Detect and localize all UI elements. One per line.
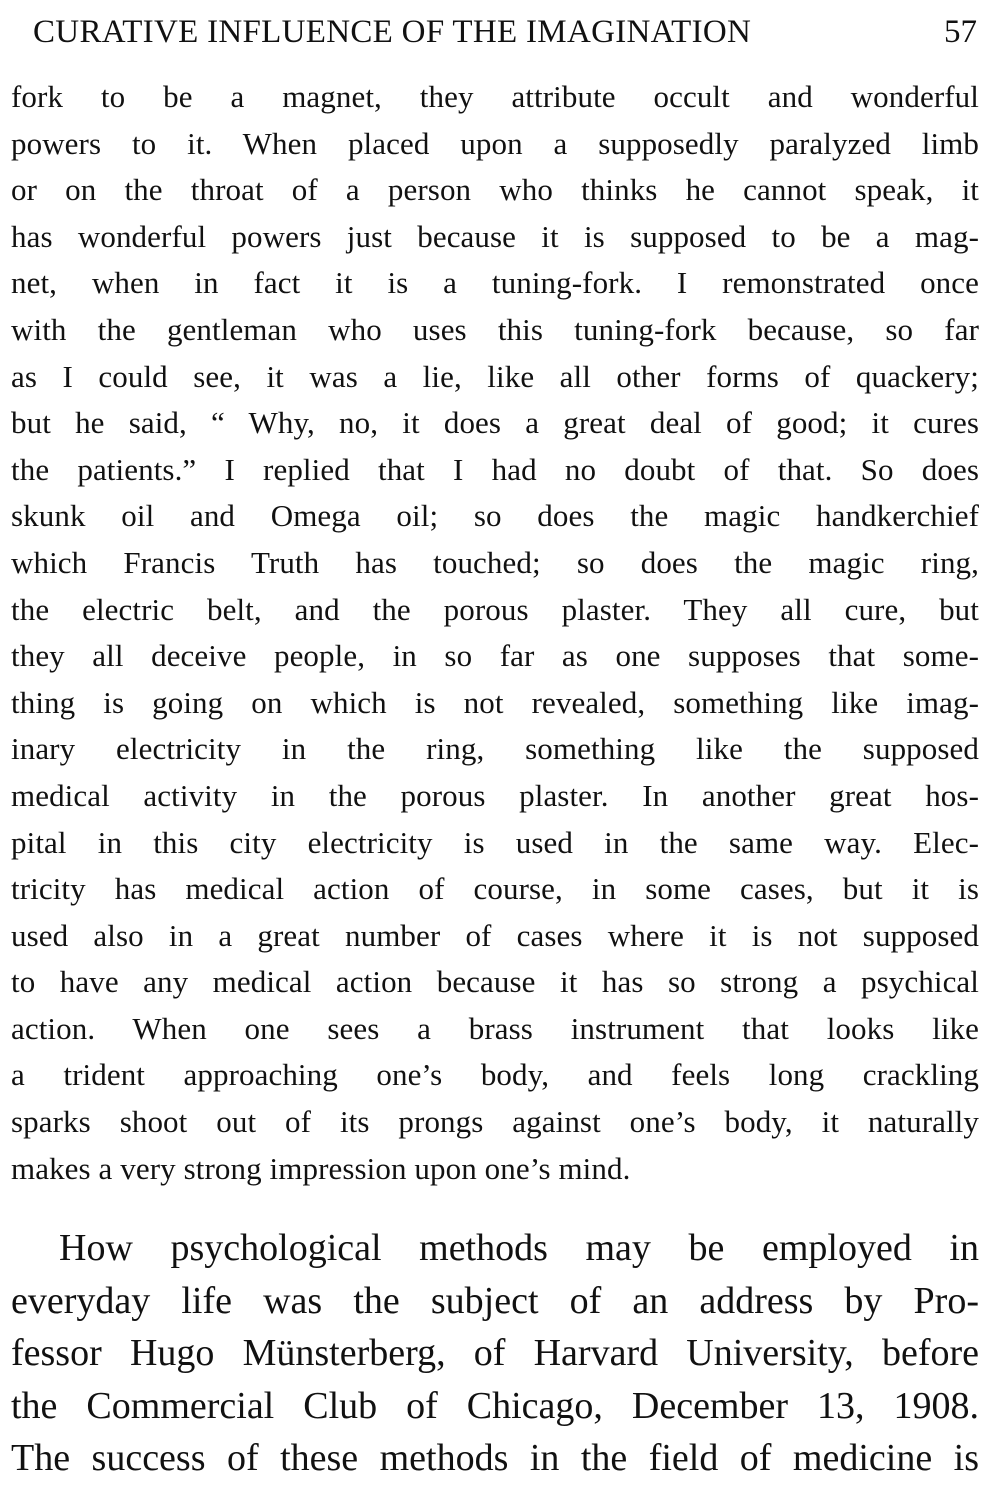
text-line: pital in this city electricity is used in the same way. Elec- — [11, 824, 979, 860]
text-line: or on the throat of a person who thinks he cannot speak, it — [11, 172, 979, 208]
text-line: but he said, “ Why, no, it does a great deal of good; it cures — [11, 405, 979, 441]
text-line: fessor Hugo Münsterberg, of Harvard University, before — [11, 1332, 979, 1375]
text-line: powers to it. When placed upon a supposedly paralyzed limb — [11, 125, 979, 161]
text-line: with the gentleman who uses this tuning-fork because, so far — [11, 311, 979, 347]
text-line: the patients.” I replied that I had no doubt of that. So does — [11, 451, 979, 487]
text-line: as I could see, it was a lie, like all other forms of quackery; — [11, 358, 979, 394]
text-line: sparks shoot out of its prongs against one’s body, it naturally — [11, 1104, 979, 1140]
running-title: CURATIVE INFLUENCE OF THE IMAGINATION — [33, 14, 752, 50]
document-page — [11, 0, 979, 1480]
text-line: thing is going on which is not revealed, something like imag- — [11, 684, 979, 720]
text-line: a trident approaching one’s body, and feels long crackling — [11, 1057, 979, 1093]
text-line: net, when in fact it is a tuning-fork. I remonstrated once — [11, 265, 979, 301]
running-header — [11, 0, 979, 58]
text-line: fork to be a magnet, they attribute occult and wonderful — [11, 79, 979, 114]
text-line: The success of these methods in the field of medicine is — [11, 1437, 979, 1480]
text-line: the Commercial Club of Chicago, December 13, 1908. — [11, 1384, 979, 1427]
text-line: which Francis Truth has touched; so does the magic ring, — [11, 544, 979, 580]
text-line: action. When one sees a brass instrument that looks like — [11, 1010, 979, 1046]
page-number: 57 — [944, 14, 977, 50]
text-line: medical activity in the porous plaster. In another great hos- — [11, 777, 979, 813]
text-line: the electric belt, and the porous plaster. They all cure, but — [11, 591, 979, 627]
text-line: everyday life was the subject of an address by Pro- — [11, 1279, 979, 1322]
text-line: to have any medical action because it has so strong a psychical — [11, 964, 979, 1000]
text-line: makes a very strong impression upon one’s mind. — [11, 1150, 631, 1186]
text-line: tricity has medical action of course, in some cases, but it is — [11, 871, 979, 907]
text-line: skunk oil and Omega oil; so does the magic handkerchief — [11, 498, 979, 534]
text-line: How psychological methods may be employed in — [59, 1227, 979, 1269]
text-line: inary electricity in the ring, something like the supposed — [11, 731, 979, 767]
paragraph-2 — [11, 1222, 979, 1485]
paragraph-1 — [11, 74, 979, 1192]
text-line: has wonderful powers just because it is supposed to be a mag- — [11, 218, 979, 254]
text-line: they all deceive people, in so far as one supposes that some- — [11, 638, 979, 674]
text-line: used also in a great number of cases where it is not supposed — [11, 917, 979, 953]
